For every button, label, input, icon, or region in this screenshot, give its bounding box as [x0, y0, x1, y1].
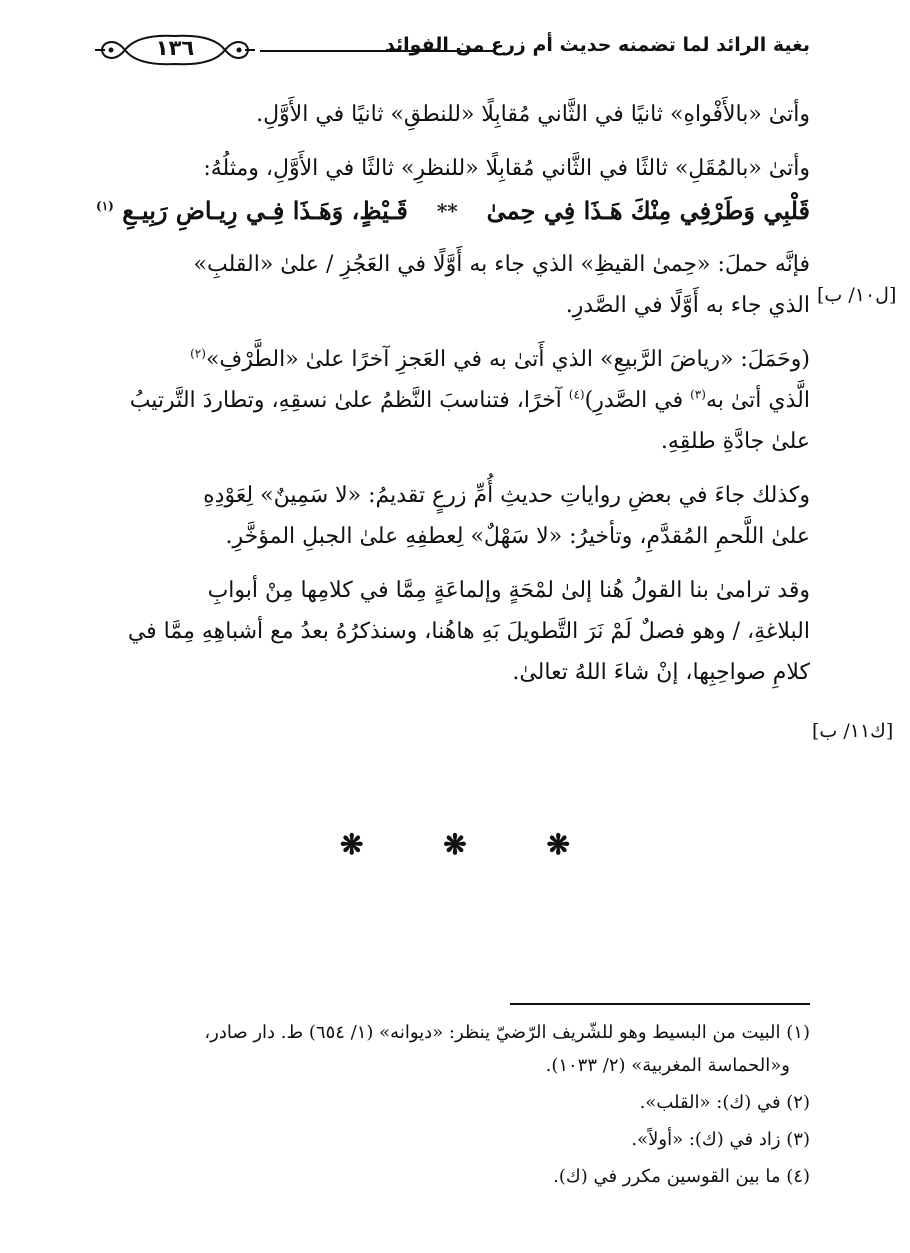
running-title: بغية الرائد لما تضمنه حديث أم زرع من الفوائد	[385, 34, 810, 56]
verse-second-hemistich: قَـيْظٍ، وَهَـذَا فِـي رِيـاضِ رَبِيـعِ $^{(١)}$	[96, 196, 408, 225]
paragraph-4-text-b: الَّذي أتىٰ به	[705, 388, 810, 413]
asterism-icon: ❋	[546, 828, 570, 861]
asterism-icon: ❋	[340, 828, 364, 861]
section-divider-ornament	[340, 828, 570, 861]
footnote-ref-2: (٢)	[190, 346, 206, 361]
footnote-4: (٤) ما بين القوسين مكرر في (ك).	[553, 1166, 810, 1187]
verse-first-hemistich: قَلْبِي وَطَرْفِي مِنْكَ هَـذَا فِي حِمىٰ	[486, 196, 810, 225]
paragraph-3-line-2: الذي جاء به أَوَّلًا في الصَّدرِ.	[565, 293, 810, 318]
paragraph-3-line-1: فإنَّه حملَ: «حِمىٰ القيظِ» الذي جاء به أَوَّلًا في العَجُزِ / علىٰ «القلبِ»	[193, 252, 810, 277]
poetry-verse	[96, 191, 810, 231]
footnote-1	[96, 1016, 810, 1082]
footnote-3: (٣) زاد في (ك): «أولاً».	[631, 1129, 810, 1150]
paragraph-5	[96, 475, 810, 557]
paragraph-6-line-2: البلاغةِ، / وهو فصلٌ لَمْ نَرَ التَّطويلَ بَهِ هاهُنا، وسنذكرُهُ بعدُ مع أشباهِهِ مِمَّا في	[127, 619, 810, 644]
margin-reference-l10b: [ل١٠/ ب]	[817, 284, 897, 306]
footnote-separator	[510, 1003, 810, 1005]
footnote-1-line-1: (١) البيت من البسيط وهو للشّريف الرّضيّ ينظر: «ديوانه» (١/ ٦٥٤) ط. دار صادر،	[204, 1022, 810, 1043]
margin-reference-k11b: [ك١١/ ب]	[812, 720, 894, 742]
paragraph-5-line-2: علىٰ اللَّحمِ المُقدَّمِ، وتأخيرُ: «لا سَهْلٌ» لِعطفِهِ علىٰ الجبلِ المؤخَّرِ.	[225, 524, 810, 549]
paragraph-4-text-d: آخرًا، فتناسبَ النَّظمُ علىٰ نسقِهِ، وتطاردَ التَّرتيبُ	[129, 388, 569, 413]
paragraph-4	[96, 339, 810, 462]
footnote-1-line-2: و«الحماسة المغربية» (٢/ ١٠٣٣).	[545, 1055, 790, 1076]
footnote-2: (٢) في (ك): «القلب».	[639, 1092, 810, 1113]
paragraph-4-text-c: في الصَّدرِ)	[584, 388, 691, 413]
page-number: ١٣٦	[155, 36, 195, 60]
paragraph-6	[96, 570, 810, 693]
paragraph-4-line-3: علىٰ جادَّةِ طلقِهِ.	[660, 429, 810, 454]
paragraph-1: وأتىٰ «بالأَفْواهِ» ثانيًا في الثَّاني مُقابِلًا «للنطقِ» ثانيًا في الأَوَّلِ.	[256, 102, 810, 127]
main-text	[96, 94, 810, 693]
footnote-ref-4: (٤)	[568, 387, 585, 402]
footnotes	[96, 1016, 810, 1193]
footnote-ref-1: (١)	[96, 199, 114, 213]
paragraph-4-line-1: (وحَمَلَ: «رياضَ الرَّبيعِ» الذي أَتىٰ به في العَجزِ آخرًا علىٰ «الطَّرْفِ»	[205, 347, 810, 372]
asterism-icon: ❋	[443, 828, 467, 861]
paragraph-6-line-3: كلامِ صواحِبِها، إنْ شاءَ اللهُ تعالىٰ.	[512, 660, 810, 685]
paragraph-3	[96, 244, 810, 326]
page-number-frame	[95, 30, 255, 70]
paragraph-6-line-1: وقد ترامىٰ بنا القولُ هُنا إلىٰ لمْحَةٍ وإلماعَةٍ مِمَّا في كلامِها مِنْ أبوابِ	[207, 578, 810, 603]
footnote-ref-3: (٣)	[690, 387, 706, 402]
paragraph-5-line-1: وكذلك جاءَ في بعضِ رواياتِ حديثِ أُمِّ زرعٍ تقديمُ: «لا سَمِينٌ» لِعَوْدِهِ	[203, 483, 810, 508]
running-header	[95, 30, 810, 70]
verse-separator: **	[436, 199, 458, 223]
paragraph-2: وأتىٰ «بالمُقَلِ» ثالثًا في الثَّاني مُقابِلًا «للنظرِ» ثالثًا في الأَوَّلِ، ومثلُهُ:	[203, 156, 810, 181]
